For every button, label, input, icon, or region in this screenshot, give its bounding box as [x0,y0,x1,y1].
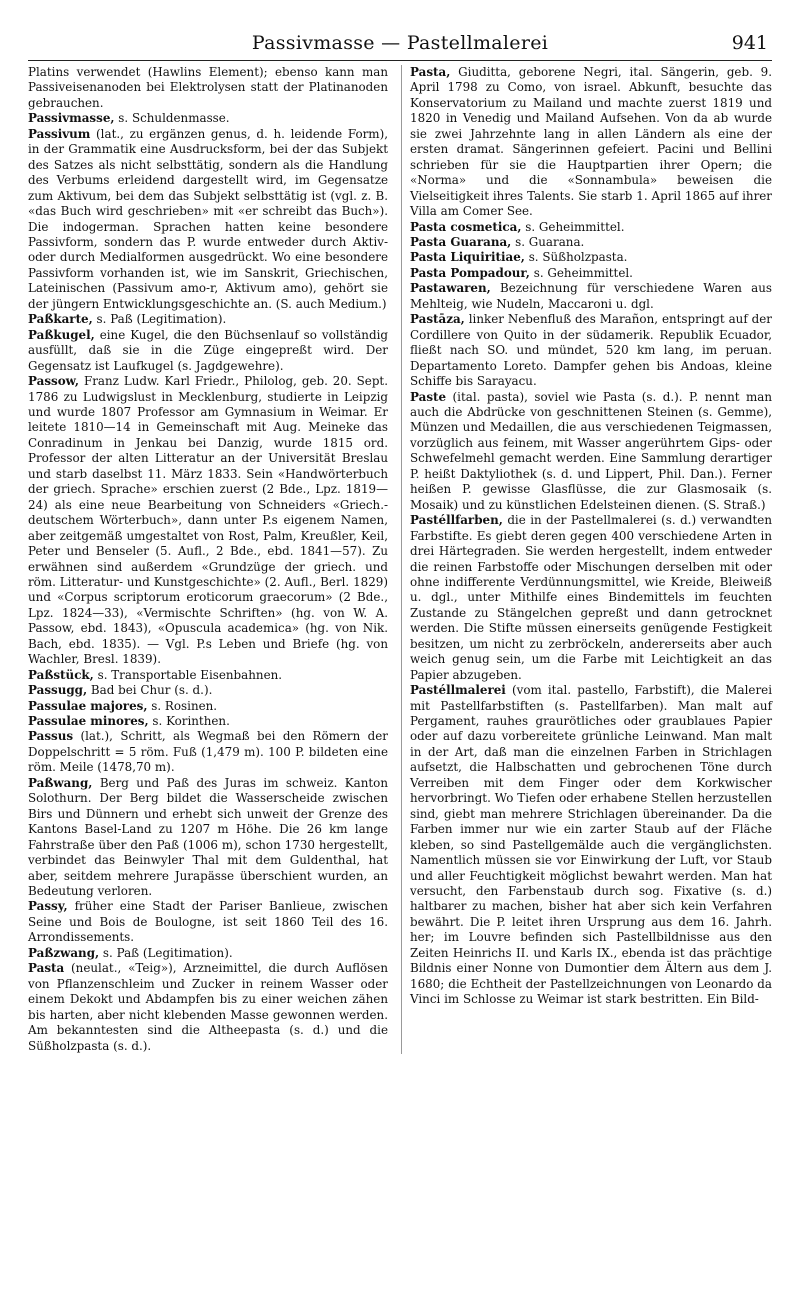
text-columns [28,65,772,1054]
entry-headword: Paßkarte, [28,312,93,327]
entry-text: Giuditta, geborene Negri, ital. Sängerin, geb. 9. April 1798 zu Como, von israel. Abkunft, besuchte das Konservatorium zu Mailand und machte zuerst 1819 und 1820 in Venedig und Mailand Aufsehen. Von da ab wurde sie zwei Jahrzehnte lang in allen Ländern als eine der ersten dramat. Sängerinnen gefeiert. Pacini und Bellini schrieben für sie die Hauptpartien ihrer Opern; die «Norma» und die «Sonnambula» beweisen die Vielseitigkeit ihres Talents. Sie starb 1. April 1865 auf ihrer Villa am Comer See. [410,65,772,219]
entry-text: Franz Ludw. Karl Friedr., Philolog, geb. 20. Sept. 1786 zu Ludwigslust in Mecklenburg, studierte in Leipzig und wurde 1807 Professor am Gymnasium in Weimar. Er leitete 1810—14 in Gemeinschaft mit Aug. Meineke das Conradinum in Jenkau bei Danzig, wurde 1815 ord. Professor der alten Litteratur an der Universität Breslau und starb daselbst 11. März 1833. Sein «Handwörterbuch der griech. Sprache» erschien zuerst (2 Bde., Lpz. 1819—24) als eine neue Bearbeitung von Schneiders «Griech.-deutschem Wörterbuch», dann unter P.s eigenem Namen, aber zeitgemäß umgestaltet von Rost, Palm, Kreußler, Keil, Peter und Benseler (5. Aufl., 2 Bde., ebd. 1841—57). Zu erwähnen sind außerdem «Grundzüge der griech. und röm. Litteratur- und Kunstgeschichte» (2. Aufl., Berl. 1829) und «Corpus scriptorum eroticorum graecorum» (2 Bde., Lpz. 1824—33), «Vermischte Schriften» (hg. von W. A. Passow, ebd. 1843), «Opuscula academica» (hg. von Nik. Bach, ebd. 1835). — Vgl. P.s Leben und Briefe (hg. von Wachler, Bresl. 1839). [28,374,388,667]
dictionary-entry [28,714,388,729]
entry-headword: Pasta, [410,65,451,79]
entry-headword: Paßstück, [28,667,94,682]
dictionary-entry [28,312,388,327]
entry-headword: Pasta [28,961,65,976]
dictionary-entry [410,250,772,265]
dictionary-entry [410,683,772,1008]
entry-text: linker Nebenfluß des Marañon, entspringt auf der Cordillere von Quito in der südamerik. Republik Ecuador, fließt nach SO. und mündet, 520 km lang, im peruan. Departamento Loreto. Dampfer gehen bis Andoas, kleine Schiffe bis Sarayacu. [410,312,772,389]
dictionary-entry [28,127,388,312]
right-column [401,65,772,1054]
dictionary-entry [410,65,772,220]
dictionary-entry [28,328,388,374]
dictionary-entry [28,729,388,775]
entry-text: s. Guarana. [511,234,585,249]
entry-headword: Pasta cosmetica, [410,219,522,234]
entry-text: s. Paß (Legitimation). [99,945,233,960]
dictionary-entry [28,111,388,126]
entry-headword: Pastawaren, [410,281,491,296]
entry-text: s. Geheimmittel. [521,219,625,234]
entry-headword: Paste [410,389,447,404]
entry-headword: Pasta Pompadour, [410,265,530,280]
dictionary-entry [410,390,772,514]
entry-text: Bezeichnung für verschiedene Waren aus Mehlteig, wie Nudeln, Maccaroni u. dgl. [410,281,772,311]
dictionary-entry [410,266,772,281]
entry-text: s. Transportable Eisenbahnen. [93,667,283,682]
entry-text: eine Kugel, die den Büchsenlauf so vollständig ausfüllt, daß sie in die Züge eingepreßt wird. Der Gegensatz ist Laufkugel (s. Jagdgewehre). [28,327,388,373]
entry-headword: Pastāza, [410,312,465,327]
entry-text: (neulat., «Teig»), Arzneimittel, die durch Auflösen von Pflanzenschleim und Zucker in reinem Wasser oder einem Dekokt und Abdampfen bis zu einer weichen zähen bis harten, aber nicht klebenden Masse gewonnen werden. Am bekanntesten sind die Altheepasta (s. d.) und die Süßholzpasta (s. d.). [28,961,388,1053]
entry-headword: Paßzwang, [28,945,100,960]
entry-text: s. Paß (Legitimation). [92,312,227,327]
entry-text: Platins verwendet (Hawlins Element); ebenso kann man Passiveisenanoden bei Elektrolysen statt der Platinanoden gebrauchen. [28,65,388,110]
entry-headword: Passulae majores, [28,698,148,713]
entry-headword: Pasta Liquiritiae, [410,250,525,265]
dictionary-entry [410,312,772,389]
entry-text: s. Rosinen. [147,698,218,713]
entry-headword: Pastéllfarben, [410,513,503,528]
dictionary-entry [410,220,772,235]
entry-text: (lat.), Schritt, als Wegmaß bei den Römern der Doppelschritt = 5 röm. Fuß (1,479 m). 100 P. bildeten eine röm. Meile (1478,70 m). [28,729,388,775]
entry-text: Berg und Paß des Juras im schweiz. Kanton Solothurn. Der Berg bildet die Wasserscheide zwischen Birs und Dünnern und erhebt sich unweit der Grenze des Kantons Basel-Land zu 1207 m Höhe. Die 26 km lange Fahrstraße über den Paß (1006 m), schon 1730 hergestellt, verbindet das Beinwyler Thal mit dem Guldenthal, hat aber, seitdem mehrere Jurapässe überschient wurden, an Bedeutung verloren. [28,775,388,899]
entry-headword: Passugg, [28,683,88,698]
entry-text: (vom ital. pastello, Farbstift), die Malerei mit Pastellfarbstiften (s. Pastellfarben). Man malt auf Pergament, rauhes graurötliches oder graublaues Papier oder auf dazu vorbereitete grünliche Leinwand. Man malt in der Art, daß man die einzelnen Farben in Strichlagen aufsetzt, die Halbschatten und gebrochenen Töne durch Verreiben mit dem Finger oder dem Korkwischer hervorbringt. Wo Tiefen oder erhabene Stellen herzustellen sind, giebt man mehrere Strichlagen übereinander. Da die Farben immer nur wie ein zarter Staub auf der Fläche kleben, so sind Pastellgemälde auch die vergänglichsten. Namentlich müssen sie vor Einwirkung der Luft, vor Staub und aller Feuchtigkeit möglichst bewahrt werden. Man hat versucht, den Farbenstaub durch sog. Fixative (s. d.) haltbarer zu machen, bisher hat aber sich kein Verfahren bewährt. Die P. leitet ihren Ursprung aus dem 16. Jahrh. her; im Louvre befinden sich Pastellbildnisse aus den Zeiten Heinrichs II. und Karls IX., ebenda ist das prächtige Bildnis einer Nonne von Dumontier dem Ältern aus dem J. 1680; die Echtheit der Pastellzeichnungen von Leonardo da Vinci im Schlosse zu Weimar ist stark bestritten. Ein Bild- [410,683,772,1007]
dictionary-entry [410,235,772,250]
entry-headword: Pasta Guarana, [410,234,512,249]
entry-headword: Paßkugel, [28,327,95,342]
dictionary-entry [28,776,388,900]
entry-headword: Passy, [28,899,68,914]
entry-text: s. Geheimmittel. [529,265,633,280]
entry-text: die in der Pastellmalerei (s. d.) verwandten Farbstifte. Es giebt deren gegen 400 verschiedene Arten in drei Härtegraden. Sie werden hergestellt, indem entweder die reinen Farbstoffe oder Mischungen derselben mit oder ohne indifferente Verdünnungsmittel, wie Kreide, Bleiweiß u. dgl., unter Mithilfe eines Bindemittels im feuchten Zustande zu Stängelchen gepreßt und dann getrocknet werden. Die Stifte müssen einerseits genügende Festigkeit besitzen, um nicht zu zerbröckeln, andererseits aber auch weich genug sein, um die Farbe mit Leichtigkeit an das Papier abzugeben. [410,513,772,682]
dictionary-entry [28,699,388,714]
entry-text: Bad bei Chur (s. d.). [87,683,213,698]
left-column [28,65,388,1054]
dictionary-entry [410,513,772,683]
entry-headword: Paßwang, [28,775,93,790]
entry-text: s. Korinthen. [148,714,230,729]
entry-text: (ital. pasta), soviel wie Pasta (s. d.). P. nennt man auch die Abdrücke von geschnittenen Steinen (s. Gemme), Münzen und Medaillen, die aus verschiedenen Teigmassen, vorzüglich aus feinem, mit Wasser angerührtem Gips- oder Schwefelmehl gemacht werden. Eine Sammlung derartiger P. heißt Daktyliothek (s. d. und Lippert, Phil. Dan.). Ferner heißen P. gewisse Glasflüsse, die zur Glasmosaik (s. Mosaik) und zu künstlichen Edelsteinen dienen. (S. Straß.) [410,389,772,512]
entry-headword: Pastéllmalerei [410,683,506,698]
dictionary-entry [28,65,388,111]
entry-text: früher eine Stadt der Pariser Banlieue, zwischen Seine und Bois de Boulogne, ist seit 1860 Teil des 16. Arrondissements. [28,899,388,945]
dictionary-entry [28,946,388,961]
entry-headword: Passus [28,729,74,744]
entry-headword: Passulae minores, [28,714,149,729]
dictionary-entry [28,668,388,683]
entry-headword: Passow, [28,374,80,389]
page-header [28,30,772,61]
entry-text: (lat., zu ergänzen genus, d. h. leidende Form), in der Grammatik eine Ausdrucksform, bei der das Subjekt des Satzes als nicht selbsttätig, sondern als die Handlung des Verbums erleidend dargestellt wird, im Gegensatze zum Aktivum, bei dem das Subjekt selbsttätig ist (vgl. z. B. «das Buch wird geschrieben» mit «er schreibt das Buch»). Die indogerman. Sprachen hatten keine besondere Passivform, sondern das P. wurde entweder durch Aktiv- oder durch Medialformen ausgedrückt. Wo eine besondere Passivform vorhanden ist, wie im Sanskrit, Griechischen, Lateinischen (Passivum amo-r, Aktivum amo), gehört sie der jüngern Entwicklungsgeschichte an. (S. auch Medium.) [28,126,388,311]
running-head: Passivmasse — Pastellmalerei [251,32,549,54]
entry-text: s. Süßholzpasta. [524,250,628,265]
entry-text: s. Schuldenmasse. [114,111,230,126]
page-number: 941 [731,32,768,54]
dictionary-entry [28,961,388,1054]
dictionary-entry [28,683,388,698]
entry-headword: Passivum [28,126,91,141]
dictionary-entry [410,281,772,312]
dictionary-entry [28,374,388,668]
dictionary-entry [28,899,388,945]
entry-headword: Passivmasse, [28,111,115,126]
